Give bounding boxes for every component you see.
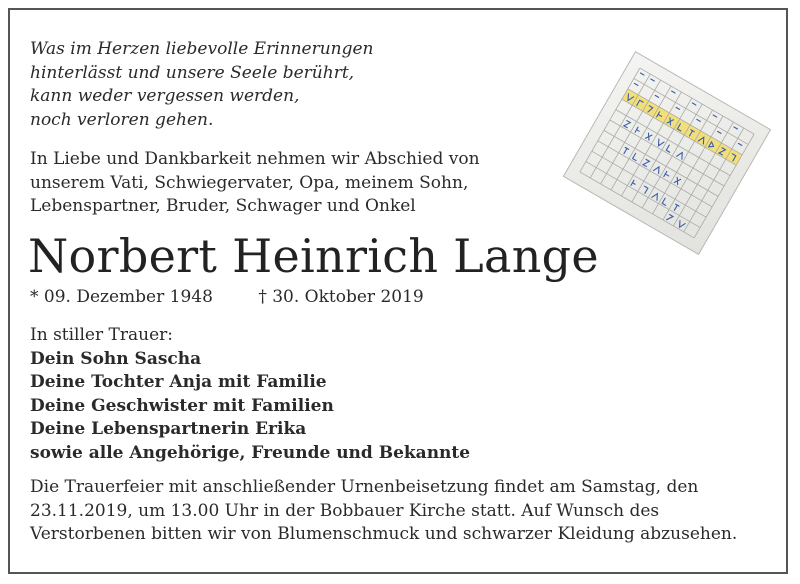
intro-line: unserem Vati, Schwiegervater, Opa, meinem Sohn, <box>30 172 469 193</box>
mourner-entry: Deine Lebenspartnerin Erika <box>30 419 307 439</box>
mourner-entry: Deine Tochter Anja mit Familie <box>30 372 327 392</box>
mourners-block <box>30 324 470 465</box>
death-date: † 30. Oktober 2019 <box>258 287 424 307</box>
notice-line: 23.11.2019, um 13.00 Uhr in der Bobbauer Kirche statt. Auf Wunsch des <box>30 500 660 521</box>
intro-text <box>30 148 480 219</box>
notice-line: Verstorbenen bitten wir von Blumenschmuck und schwarzer Kleidung abzusehen. <box>30 524 738 544</box>
mourner-entry: Dein Sohn Sascha <box>30 348 202 369</box>
mourner-entry: Deine Geschwister mit Familien <box>30 395 334 416</box>
mourner-entry: sowie alle Angehörige, Freunde und Bekannte <box>30 442 471 463</box>
poem <box>30 38 374 132</box>
poem-line: noch verloren gehen. <box>30 109 214 130</box>
intro-line: In Liebe und Dankbarkeit nehmen wir Abschied von <box>30 149 480 169</box>
intro-line: Lebenspartner, Bruder, Schwager und Onkel <box>30 196 416 216</box>
notice-line: Die Trauerfeier mit anschließender Urnenbeisetzung findet am Samstag, den <box>30 477 699 497</box>
funeral-notice <box>30 476 770 547</box>
life-dates <box>30 286 424 308</box>
poem-line: Was im Herzen liebevolle Erinnerungen <box>30 39 374 59</box>
crossword-icon <box>552 48 782 258</box>
birth-date: * 09. Dezember 1948 <box>30 287 213 307</box>
mourning-lead: In stiller Trauer: <box>30 325 173 345</box>
deceased-name: Norbert Heinrich Lange <box>28 229 599 283</box>
poem-line: kann weder vergessen werden, <box>30 86 300 106</box>
crossword-puzzle-image <box>552 48 782 258</box>
poem-line: hinterlässt und unsere Seele berührt, <box>30 62 355 83</box>
